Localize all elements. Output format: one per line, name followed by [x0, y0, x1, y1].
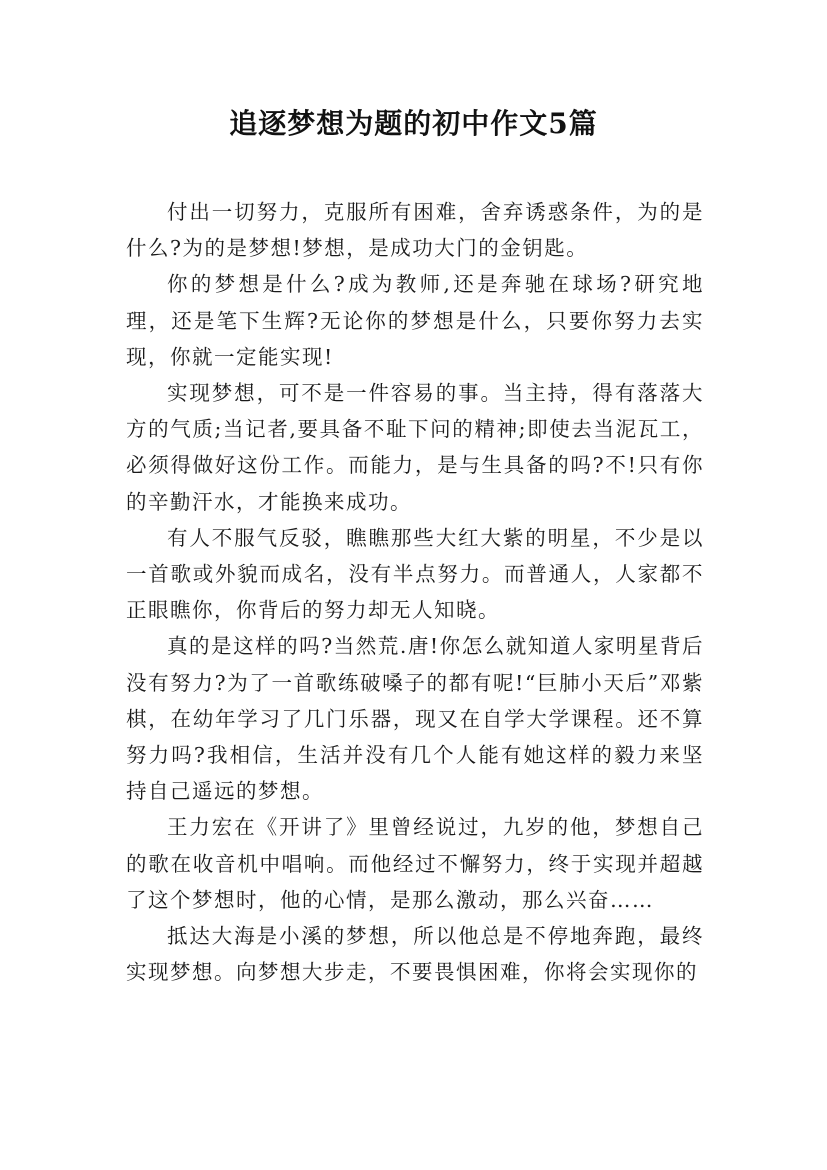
document-title: 追逐梦想为题的初中作文5篇	[229, 107, 598, 140]
paragraph: 有人不服气反驳，瞧瞧那些大红大紫的明星，不少是以一首歌或外貌而成名，没有半点努力。而普通人，人家都不正眼瞧你，你背后的努力却无人知晓。	[126, 525, 704, 623]
paragraph: 真的是这样的吗?当然荒.唐!你怎么就知道人家明星背后没有努力?为了一首歌练破嗓子的都有呢!“巨肺小天后”邓紫棋，在幼年学习了几门乐器，现又在自学大学课程。还不算努力吗?我相信，生活并没有几个人能有她这样的毅力来坚持自己遥远的梦想。	[126, 634, 704, 804]
paragraph: 实现梦想，可不是一件容易的事。当主持，得有落落大方的气质;当记者,要具备不耻下问的精神;即使去当泥瓦工，必须得做好这份工作。而能力，是与生具备的吗?不!只有你的辛勤汗水，才能换来成功。	[126, 381, 704, 514]
document-body	[126, 194, 704, 990]
paragraph: 王力宏在《开讲了》里曾经说过，九岁的他，梦想自己的歌在收音机中唱响。而他经过不懈努力，终于实现并超越了这个梦想时，他的心情，是那么激动，那么兴奋……	[126, 815, 704, 912]
paragraph: 付出一切努力，克服所有困难，舍弃诱惑条件，为的是什么?为的是梦想!梦想，是成功大门的金钥匙。	[126, 200, 704, 261]
paragraph: 你的梦想是什么?成为教师,还是奔驰在球场?研究地理，还是笔下生辉?无论你的梦想是什么，只要你努力去实现，你就一定能实现!	[126, 272, 704, 369]
paragraph: 抵达大海是小溪的梦想，所以他总是不停地奔跑，最终实现梦想。向梦想大步走，不要畏惧困难，你将会实现你的	[126, 924, 704, 985]
